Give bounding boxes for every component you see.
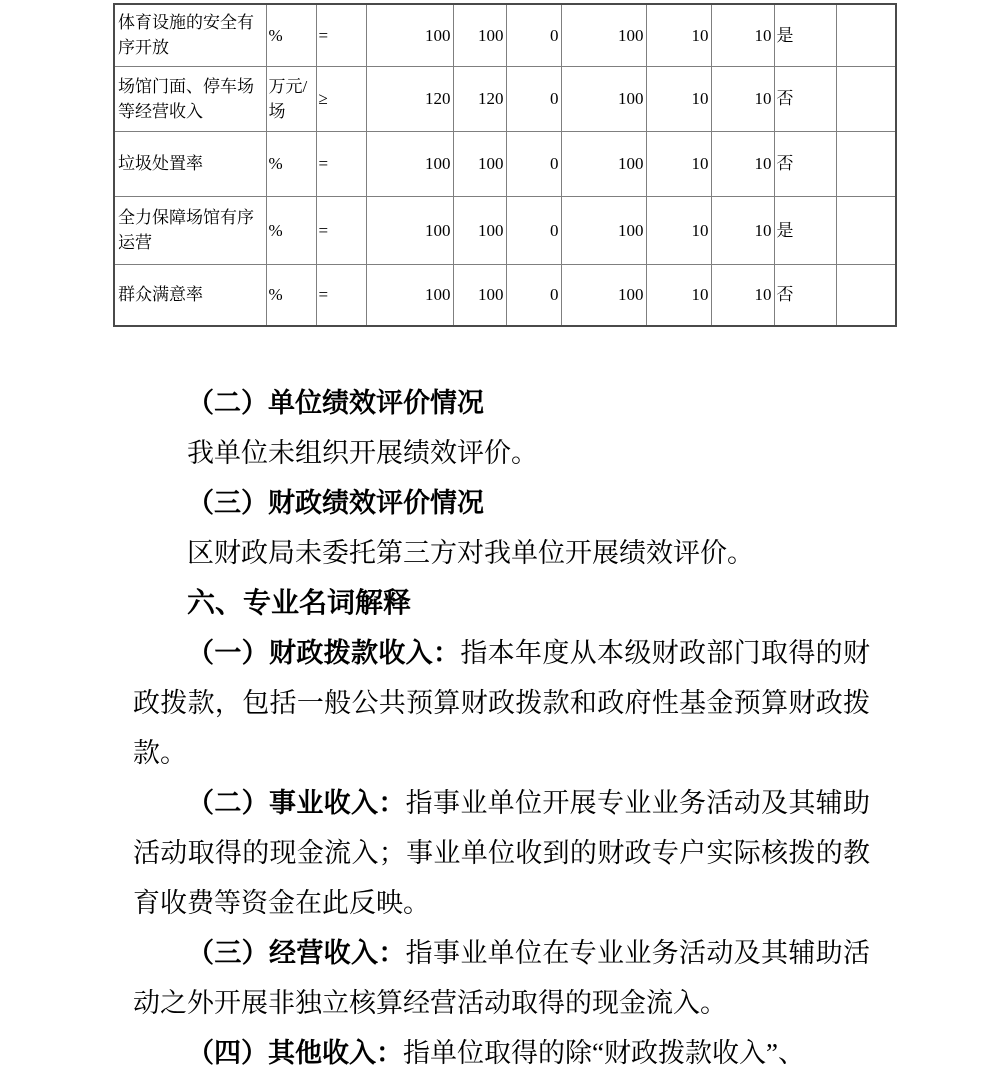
term-lead: （一）财政拨款收入：	[187, 638, 461, 668]
indicator-name-cell: 场馆门面、停车场等经营收入	[114, 66, 266, 131]
deviation-cell: 0	[506, 264, 561, 326]
term-paragraph-business-income	[133, 928, 870, 1028]
table-row	[114, 196, 896, 264]
actual-value-cell: 100	[453, 4, 506, 66]
flag-cell: 否	[774, 131, 836, 196]
performance-indicator-table	[113, 3, 897, 327]
paragraph-fiscal-evaluation: 区财政局未委托第三方对我单位开展绩效评价。	[187, 538, 754, 568]
flag-cell: 否	[774, 264, 836, 326]
actual-value-cell: 120	[453, 66, 506, 131]
target-value-cell: 120	[366, 66, 453, 131]
table-row	[114, 4, 896, 66]
operator-cell: ≥	[316, 66, 366, 131]
indicator-name-cell: 体育设施的安全有序开放	[114, 4, 266, 66]
indicator-name-cell: 全力保障场馆有序运营	[114, 196, 266, 264]
unit-cell: %	[266, 131, 316, 196]
rate-cell: 100	[561, 196, 646, 264]
operator-cell: =	[316, 264, 366, 326]
rate-cell: 100	[561, 66, 646, 131]
paragraph-unit-evaluation: 我单位未组织开展绩效评价。	[187, 438, 538, 468]
weight-cell: 10	[646, 4, 711, 66]
term-lead: （二）事业收入：	[187, 788, 406, 818]
actual-value-cell: 100	[453, 196, 506, 264]
weight-cell: 10	[646, 264, 711, 326]
score-cell: 10	[711, 131, 774, 196]
empty-cell	[836, 131, 896, 196]
term-paragraph-fiscal-appropriation-income	[133, 628, 870, 778]
empty-cell	[836, 66, 896, 131]
deviation-cell: 0	[506, 196, 561, 264]
operator-cell: =	[316, 131, 366, 196]
term-definition: 指本年度从本级财政部门取得的财政拨款，包括一般公共预算财政拨款和政府性基金预算财政拨款。	[133, 638, 871, 768]
weight-cell: 10	[646, 196, 711, 264]
term-definition: 指单位取得的除“财政拨款收入”、	[403, 1038, 805, 1068]
unit-cell: %	[266, 196, 316, 264]
unit-cell: %	[266, 264, 316, 326]
term-paragraph-operating-income	[133, 778, 870, 928]
weight-cell: 10	[646, 131, 711, 196]
target-value-cell: 100	[366, 196, 453, 264]
term-definition: 指事业单位在专业业务活动及其辅助活动之外开展非独立核算经营活动取得的现金流入。	[133, 938, 871, 1018]
target-value-cell: 100	[366, 131, 453, 196]
score-cell: 10	[711, 4, 774, 66]
deviation-cell: 0	[506, 131, 561, 196]
term-lead: （三）经营收入：	[187, 938, 406, 968]
target-value-cell: 100	[366, 4, 453, 66]
deviation-cell: 0	[506, 4, 561, 66]
score-cell: 10	[711, 66, 774, 131]
operator-cell: =	[316, 196, 366, 264]
flag-cell: 是	[774, 4, 836, 66]
rate-cell: 100	[561, 4, 646, 66]
deviation-cell: 0	[506, 66, 561, 131]
empty-cell	[836, 196, 896, 264]
table-row	[114, 66, 896, 131]
indicator-name-cell: 群众满意率	[114, 264, 266, 326]
table-row	[114, 264, 896, 326]
operator-cell: =	[316, 4, 366, 66]
flag-cell: 否	[774, 66, 836, 131]
empty-cell	[836, 264, 896, 326]
unit-cell: %	[266, 4, 316, 66]
target-value-cell: 100	[366, 264, 453, 326]
empty-cell	[836, 4, 896, 66]
flag-cell: 是	[774, 196, 836, 264]
rate-cell: 100	[561, 131, 646, 196]
table-row	[114, 131, 896, 196]
unit-cell: 万元/场	[266, 66, 316, 131]
actual-value-cell: 100	[453, 131, 506, 196]
term-lead: （四）其他收入：	[187, 1038, 403, 1068]
indicator-name-cell: 垃圾处置率	[114, 131, 266, 196]
section-heading-terminology: 六、专业名词解释	[187, 587, 412, 618]
term-definition: 指事业单位开展专业业务活动及其辅助活动取得的现金流入；事业单位收到的财政专户实际核拨的教育收费等资金在此反映。	[133, 788, 871, 918]
section-heading-fiscal-evaluation: （三）财政绩效评价情况	[187, 488, 484, 518]
weight-cell: 10	[646, 66, 711, 131]
document-body	[133, 378, 870, 1078]
section-heading-unit-evaluation: （二）单位绩效评价情况	[187, 388, 484, 418]
score-cell: 10	[711, 264, 774, 326]
term-paragraph-other-income	[133, 1028, 870, 1078]
rate-cell: 100	[561, 264, 646, 326]
actual-value-cell: 100	[453, 264, 506, 326]
score-cell: 10	[711, 196, 774, 264]
